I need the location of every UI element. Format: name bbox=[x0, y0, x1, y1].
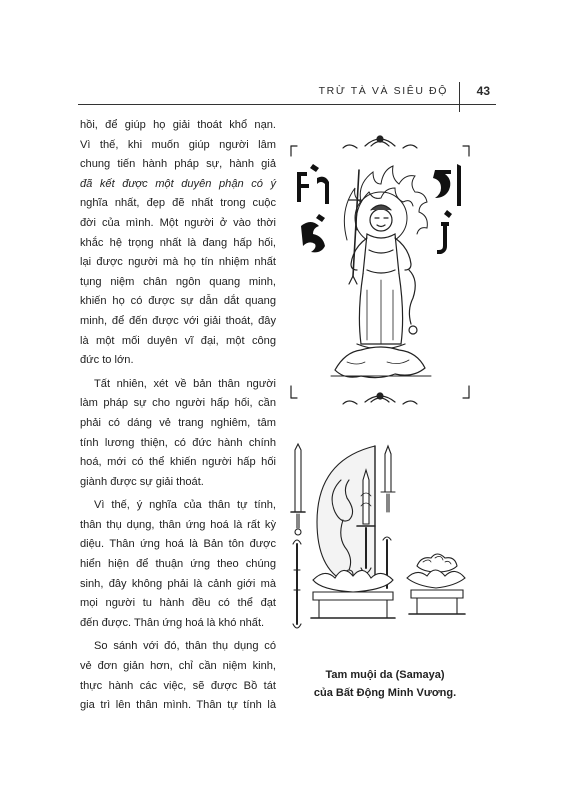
seed-syllable-icon bbox=[301, 214, 325, 252]
running-header bbox=[78, 82, 496, 105]
jewel-lotus-icon bbox=[407, 554, 465, 614]
samaya-symbols-illustration bbox=[283, 440, 471, 640]
seed-syllable-icon bbox=[437, 210, 452, 254]
text-line: chung tiến hành pháp sự, hành giả bbox=[80, 158, 276, 171]
caption-line: của Bất Động Minh Vương. bbox=[313, 687, 457, 699]
lotus-pedestal-icon bbox=[311, 570, 395, 618]
text-line: thực hành các việc, sẽ được Bồ tát bbox=[80, 679, 276, 692]
ornament-top-icon bbox=[343, 136, 417, 148]
text-line: nghĩa nhất, đẹp đẽ nhất trong cuộc bbox=[80, 197, 276, 210]
text-line: sinh, đây không phải là cảnh giới mà bbox=[80, 577, 276, 590]
text-line: đời của mình. Một người ở vào thời bbox=[80, 216, 276, 229]
text-line: thân thụ dụng, thân ứng hoá là rất kỳ bbox=[80, 518, 276, 531]
vajra-staff-icon bbox=[293, 540, 301, 628]
text-line: minh, để đến được với giải thoát, đây bbox=[80, 314, 276, 327]
text-line: Vì thế, khi muốn giúp người lâm bbox=[80, 138, 276, 151]
text-line: diệu. Thân ứng hoá là Bản tôn được bbox=[80, 538, 276, 551]
text-line: gia trì lên thân mình. Thân tự tính là bbox=[80, 699, 276, 712]
text-line: hoá, mới có thể khiến người hấp hối bbox=[80, 456, 276, 469]
body-text bbox=[80, 116, 276, 716]
text-line: phải có dáng vẻ trang nghiêm, tâm bbox=[80, 416, 276, 429]
text-line: khắc hệ trọng nhất là đang hấp hối, bbox=[80, 236, 276, 249]
text-line: đến được. Thân ứng hoá là khó nhất. bbox=[80, 616, 265, 629]
text-line: vẻ đơn giản hơn, chỉ cần niệm kinh, bbox=[80, 660, 276, 673]
sword-icon bbox=[291, 444, 305, 535]
caption-line: Tam muội da (Samaya) bbox=[325, 669, 445, 681]
text-line: đức to lớn. bbox=[80, 354, 134, 367]
text-line: khiến họ có được sự dẫn dắt quang bbox=[80, 295, 276, 308]
text-line: Tất nhiên, xét về bản thân người bbox=[94, 377, 276, 390]
text-line: tụng niệm chân ngôn quang minh, bbox=[80, 275, 276, 288]
deity-illustration bbox=[287, 130, 473, 415]
text-line: So sánh với đó, thân thụ dụng có bbox=[94, 640, 276, 653]
text-line: hiển hiện để thuận ứng theo chúng bbox=[80, 558, 276, 571]
text-line: là một mối duyên vĩ đại, một công bbox=[80, 334, 276, 347]
seed-syllable-icon bbox=[297, 164, 329, 204]
text-line: giành được sự giải thoát. bbox=[80, 475, 204, 488]
text-line: đã kết được một duyên phận có ý bbox=[80, 177, 276, 190]
figure-caption bbox=[300, 666, 470, 702]
header-divider bbox=[459, 82, 460, 112]
page-number: 43 bbox=[476, 84, 490, 98]
running-title: TRỪ TÀ VÀ SIÊU ĐỘ bbox=[318, 85, 448, 97]
text-line: hồi, để giúp họ giải thoát khổ nạn. bbox=[80, 119, 276, 131]
text-line: tính lương thiện, có đức hành chính bbox=[80, 436, 276, 449]
text-line: làm pháp sự cho người hấp hối, cần bbox=[80, 397, 276, 410]
seed-syllable-icon bbox=[433, 164, 461, 206]
text-line: lại được người mà họ tín nhiệm nhất bbox=[80, 256, 276, 269]
text-line: Vì thế, ý nghĩa của thân tự tính, bbox=[94, 499, 276, 512]
dagger-icon bbox=[381, 446, 395, 588]
ornament-bottom-icon bbox=[343, 393, 417, 404]
text-line: mọi người tu hành đều có thể đạt bbox=[80, 597, 276, 610]
